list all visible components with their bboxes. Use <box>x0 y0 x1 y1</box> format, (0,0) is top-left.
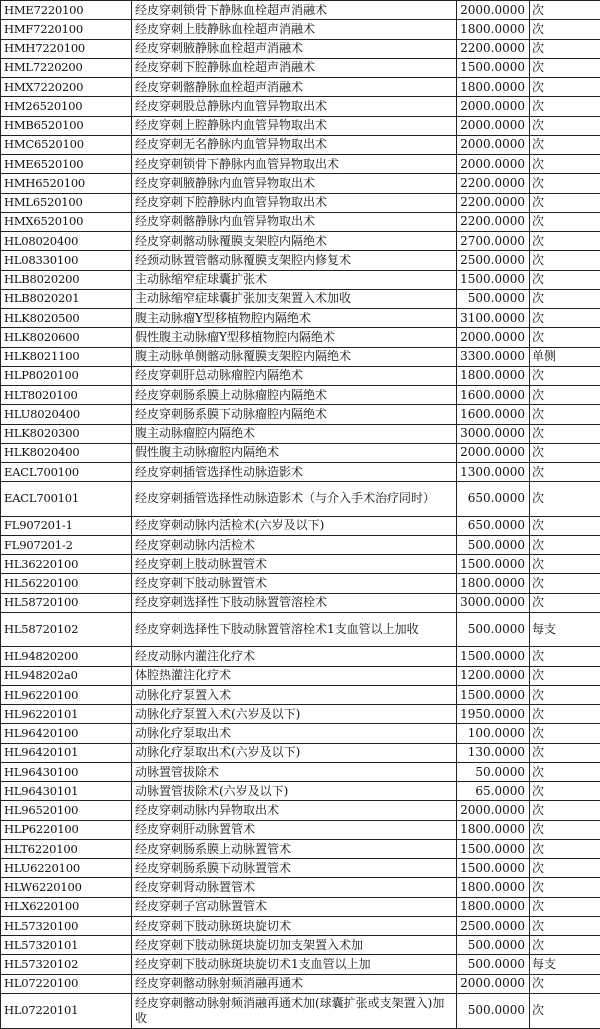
item-name: 经皮动脉内灌注化疗术 <box>132 647 457 666</box>
item-price: 2000.0000 <box>457 974 530 993</box>
table-row <box>1 347 600 366</box>
item-unit: 次 <box>530 328 600 347</box>
item-name: 经皮穿刺腋静脉血栓超声消融术 <box>132 39 457 58</box>
table-row <box>1 724 600 743</box>
item-code: HLK8021100 <box>1 347 132 366</box>
item-name: 经皮穿刺动脉内异物取出术 <box>132 801 457 820</box>
table-row <box>1 270 600 289</box>
item-price: 3000.0000 <box>457 593 530 612</box>
item-name: 经皮穿刺下肢动脉斑块旋切术 <box>132 916 457 935</box>
item-name: 经皮穿刺动脉内活检术(六岁及以下) <box>132 516 457 535</box>
item-unit: 次 <box>530 78 600 97</box>
item-price: 3300.0000 <box>457 347 530 366</box>
item-unit: 次 <box>530 386 600 405</box>
table-row <box>1 705 600 724</box>
item-unit: 次 <box>530 463 600 482</box>
table-row <box>1 974 600 993</box>
item-price: 130.0000 <box>457 743 530 762</box>
item-code: FL907201-2 <box>1 535 132 554</box>
item-unit: 次 <box>530 535 600 554</box>
item-unit: 次 <box>530 936 600 955</box>
item-unit: 次 <box>530 593 600 612</box>
item-name: 经皮穿刺上肢动脉置管术 <box>132 555 457 574</box>
item-price: 2200.0000 <box>457 174 530 193</box>
table-row <box>1 78 600 97</box>
item-name: 经皮穿刺髂动脉射频消融再通术加(球囊扩张或支架置入)加收 <box>132 993 457 1028</box>
item-unit: 次 <box>530 820 600 839</box>
item-code: EACL700101 <box>1 482 132 516</box>
item-name: 腹主动脉瘤腔内隔绝术 <box>132 424 457 443</box>
item-unit: 次 <box>530 685 600 704</box>
item-name: 经皮穿刺肠系膜上动脉瘤腔内隔绝术 <box>132 386 457 405</box>
item-unit: 次 <box>530 309 600 328</box>
item-price: 1500.0000 <box>457 555 530 574</box>
item-price: 1500.0000 <box>457 270 530 289</box>
item-code: HL08020400 <box>1 232 132 251</box>
item-unit: 次 <box>530 58 600 77</box>
item-name: 动脉化疗泵置入术(六岁及以下) <box>132 705 457 724</box>
item-price: 500.0000 <box>457 955 530 974</box>
table-row <box>1 916 600 935</box>
item-price: 1800.0000 <box>457 366 530 385</box>
item-code: HMH6520100 <box>1 174 132 193</box>
item-code: HML7220200 <box>1 58 132 77</box>
table-row <box>1 555 600 574</box>
item-unit: 次 <box>530 743 600 762</box>
item-unit: 次 <box>530 993 600 1028</box>
item-price: 2000.0000 <box>457 1 530 20</box>
table-row <box>1 839 600 858</box>
table-row <box>1 516 600 535</box>
item-unit: 次 <box>530 116 600 135</box>
item-name: 动脉化疗泵取出术 <box>132 724 457 743</box>
item-price: 1600.0000 <box>457 386 530 405</box>
table-row <box>1 155 600 174</box>
table-row <box>1 443 600 462</box>
item-name: 经皮穿刺髂动脉射频消融再通术 <box>132 974 457 993</box>
item-code: HMC6520100 <box>1 135 132 154</box>
item-code: HL57320100 <box>1 916 132 935</box>
item-name: 经皮穿刺动脉内活检术 <box>132 535 457 554</box>
item-unit: 每支 <box>530 955 600 974</box>
item-name: 动脉化疗泵置入术 <box>132 685 457 704</box>
item-price: 50.0000 <box>457 762 530 781</box>
item-unit: 次 <box>530 251 600 270</box>
item-price: 3000.0000 <box>457 424 530 443</box>
item-code: HMB6520100 <box>1 116 132 135</box>
item-code: HL94820200 <box>1 647 132 666</box>
item-price: 3100.0000 <box>457 309 530 328</box>
item-price: 1950.0000 <box>457 705 530 724</box>
item-code: HLT6220100 <box>1 839 132 858</box>
item-unit: 次 <box>530 212 600 231</box>
price-table-body <box>1 1 600 1029</box>
item-name: 经皮穿刺肠系膜下动脉瘤腔内隔绝术 <box>132 405 457 424</box>
item-unit: 次 <box>530 897 600 916</box>
table-row <box>1 859 600 878</box>
item-code: HM26520100 <box>1 97 132 116</box>
item-code: HL948202a0 <box>1 666 132 685</box>
table-row <box>1 993 600 1028</box>
item-name: 经皮穿刺选择性下肢动脉置管溶栓术 <box>132 593 457 612</box>
item-code: HL07220101 <box>1 993 132 1028</box>
item-unit: 次 <box>530 724 600 743</box>
item-unit: 次 <box>530 839 600 858</box>
item-code: HMX7220200 <box>1 78 132 97</box>
table-row <box>1 309 600 328</box>
item-price: 1800.0000 <box>457 820 530 839</box>
table-row <box>1 424 600 443</box>
item-unit: 次 <box>530 482 600 516</box>
table-row <box>1 647 600 666</box>
item-name: 经皮穿刺下腔静脉血栓超声消融术 <box>132 58 457 77</box>
item-price: 65.0000 <box>457 782 530 801</box>
table-row <box>1 612 600 646</box>
item-price: 2500.0000 <box>457 251 530 270</box>
item-name: 动脉置管拔除术(六岁及以下) <box>132 782 457 801</box>
table-row <box>1 405 600 424</box>
item-unit: 次 <box>530 366 600 385</box>
item-unit: 次 <box>530 155 600 174</box>
item-price: 2000.0000 <box>457 155 530 174</box>
item-code: HL96420101 <box>1 743 132 762</box>
item-price: 500.0000 <box>457 535 530 554</box>
item-name: 经皮穿刺肝动脉置管术 <box>132 820 457 839</box>
table-row <box>1 20 600 39</box>
item-price: 100.0000 <box>457 724 530 743</box>
item-price: 2000.0000 <box>457 801 530 820</box>
item-code: HLP8020100 <box>1 366 132 385</box>
item-code: HL96520100 <box>1 801 132 820</box>
item-name: 经皮穿刺髂静脉内血管异物取出术 <box>132 212 457 231</box>
item-code: HML6520100 <box>1 193 132 212</box>
item-name: 腹主动脉单侧髂动脉覆膜支架腔内隔绝术 <box>132 347 457 366</box>
item-code: HLW6220100 <box>1 878 132 897</box>
table-row <box>1 955 600 974</box>
item-code: HLX6220100 <box>1 897 132 916</box>
item-name: 体腔热灌注化疗术 <box>132 666 457 685</box>
item-name: 经皮穿刺子宫动脉置管术 <box>132 897 457 916</box>
item-name: 经皮穿刺锁骨下静脉血栓超声消融术 <box>132 1 457 20</box>
item-code: HLK8020600 <box>1 328 132 347</box>
item-code: HL56220100 <box>1 574 132 593</box>
item-name: 经皮穿刺肠系膜上动脉置管术 <box>132 839 457 858</box>
table-row <box>1 801 600 820</box>
item-name: 经皮穿刺选择性下肢动脉置管溶栓术1支血管以上加收 <box>132 612 457 646</box>
item-name: 经皮穿刺腋静脉内血管异物取出术 <box>132 174 457 193</box>
table-row <box>1 878 600 897</box>
table-row <box>1 762 600 781</box>
item-price: 1500.0000 <box>457 839 530 858</box>
item-unit: 次 <box>530 1 600 20</box>
item-code: HME6520100 <box>1 155 132 174</box>
item-unit: 单侧 <box>530 347 600 366</box>
item-code: HL96430101 <box>1 782 132 801</box>
item-code: HL58720100 <box>1 593 132 612</box>
item-price: 1200.0000 <box>457 666 530 685</box>
item-code: FL907201-1 <box>1 516 132 535</box>
item-name: 假性腹主动脉瘤Y型移植物腔内隔绝术 <box>132 328 457 347</box>
item-name: 腹主动脉瘤Y型移植物腔内隔绝术 <box>132 309 457 328</box>
item-unit: 次 <box>530 289 600 308</box>
item-price: 2500.0000 <box>457 916 530 935</box>
item-price: 500.0000 <box>457 936 530 955</box>
item-name: 经皮穿刺下肢动脉斑块旋切加支架置入术加 <box>132 936 457 955</box>
item-code: HL96220101 <box>1 705 132 724</box>
item-unit: 次 <box>530 174 600 193</box>
item-code: EACL700100 <box>1 463 132 482</box>
item-code: HL57320102 <box>1 955 132 974</box>
item-name: 经皮穿刺下肢动脉置管术 <box>132 574 457 593</box>
item-name: 主动脉缩窄症球囊扩张加支架置入术加收 <box>132 289 457 308</box>
item-code: HLB8020201 <box>1 289 132 308</box>
item-name: 经颈动脉置管髂动脉覆膜支架腔内修复术 <box>132 251 457 270</box>
item-unit: 次 <box>530 193 600 212</box>
item-price: 2200.0000 <box>457 39 530 58</box>
item-code: HLK8020300 <box>1 424 132 443</box>
item-unit: 次 <box>530 762 600 781</box>
table-row <box>1 193 600 212</box>
table-row <box>1 366 600 385</box>
item-name: 经皮穿刺下腔静脉内血管异物取出术 <box>132 193 457 212</box>
item-code: HLK8020400 <box>1 443 132 462</box>
item-code: HL07220100 <box>1 974 132 993</box>
item-price: 1600.0000 <box>457 405 530 424</box>
table-row <box>1 58 600 77</box>
item-code: HL36220100 <box>1 555 132 574</box>
table-row <box>1 535 600 554</box>
item-price: 500.0000 <box>457 612 530 646</box>
item-price: 1800.0000 <box>457 574 530 593</box>
item-price: 1800.0000 <box>457 20 530 39</box>
table-row <box>1 482 600 516</box>
item-name: 经皮穿刺插管选择性动脉造影术（与介入手术治疗同时） <box>132 482 457 516</box>
item-name: 经皮穿刺肾动脉置管术 <box>132 878 457 897</box>
item-price: 1500.0000 <box>457 859 530 878</box>
item-name: 主动脉缩窄症球囊扩张术 <box>132 270 457 289</box>
item-unit: 次 <box>530 39 600 58</box>
item-unit: 次 <box>530 270 600 289</box>
item-code: HLU8020400 <box>1 405 132 424</box>
item-price: 1300.0000 <box>457 463 530 482</box>
table-row <box>1 463 600 482</box>
table-row <box>1 782 600 801</box>
item-price: 2700.0000 <box>457 232 530 251</box>
item-code: HL57320101 <box>1 936 132 955</box>
item-name: 经皮穿刺无名静脉内血管异物取出术 <box>132 135 457 154</box>
item-price: 650.0000 <box>457 516 530 535</box>
item-code: HME7220100 <box>1 1 132 20</box>
table-row <box>1 574 600 593</box>
item-name: 经皮穿刺肝总动脉瘤腔内隔绝术 <box>132 366 457 385</box>
item-code: HLU6220100 <box>1 859 132 878</box>
table-row <box>1 135 600 154</box>
item-name: 经皮穿刺下肢动脉斑块旋切术1支血管以上加 <box>132 955 457 974</box>
item-unit: 次 <box>530 647 600 666</box>
item-unit: 次 <box>530 782 600 801</box>
item-unit: 次 <box>530 878 600 897</box>
item-price: 650.0000 <box>457 482 530 516</box>
item-price: 1800.0000 <box>457 878 530 897</box>
item-name: 经皮穿刺插管选择性动脉造影术 <box>132 463 457 482</box>
item-name: 假性腹主动脉瘤腔内隔绝术 <box>132 443 457 462</box>
table-row <box>1 936 600 955</box>
item-code: HMX6520100 <box>1 212 132 231</box>
table-row <box>1 174 600 193</box>
table-row <box>1 212 600 231</box>
item-unit: 次 <box>530 424 600 443</box>
item-price: 1500.0000 <box>457 647 530 666</box>
item-unit: 次 <box>530 574 600 593</box>
item-unit: 次 <box>530 705 600 724</box>
item-price: 1800.0000 <box>457 897 530 916</box>
item-price: 2200.0000 <box>457 193 530 212</box>
item-price: 2000.0000 <box>457 116 530 135</box>
table-row <box>1 593 600 612</box>
item-price: 500.0000 <box>457 993 530 1028</box>
item-name: 经皮穿刺股总静脉内血管异物取出术 <box>132 97 457 116</box>
item-unit: 次 <box>530 516 600 535</box>
table-row <box>1 386 600 405</box>
item-code: HMH7220100 <box>1 39 132 58</box>
item-unit: 每支 <box>530 612 600 646</box>
item-code: HL58720102 <box>1 612 132 646</box>
item-unit: 次 <box>530 974 600 993</box>
table-row <box>1 251 600 270</box>
item-unit: 次 <box>530 232 600 251</box>
item-code: HLB8020200 <box>1 270 132 289</box>
item-code: HL96430100 <box>1 762 132 781</box>
table-row <box>1 97 600 116</box>
item-unit: 次 <box>530 97 600 116</box>
table-row <box>1 743 600 762</box>
item-name: 经皮穿刺上肢静脉血栓超声消融术 <box>132 20 457 39</box>
item-code: HL96220100 <box>1 685 132 704</box>
item-unit: 次 <box>530 135 600 154</box>
item-code: HLK8020500 <box>1 309 132 328</box>
item-price: 2000.0000 <box>457 443 530 462</box>
item-unit: 次 <box>530 405 600 424</box>
item-unit: 次 <box>530 443 600 462</box>
table-row <box>1 666 600 685</box>
item-unit: 次 <box>530 916 600 935</box>
item-name: 经皮穿刺肠系膜下动脉置管术 <box>132 859 457 878</box>
item-code: HLP6220100 <box>1 820 132 839</box>
item-unit: 次 <box>530 801 600 820</box>
item-name: 经皮穿刺髂静脉血栓超声消融术 <box>132 78 457 97</box>
item-price: 2000.0000 <box>457 135 530 154</box>
table-row <box>1 116 600 135</box>
item-code: HL08330100 <box>1 251 132 270</box>
item-name: 动脉置管拔除术 <box>132 762 457 781</box>
item-price: 500.0000 <box>457 289 530 308</box>
item-name: 经皮穿刺髂动脉覆膜支架腔内隔绝术 <box>132 232 457 251</box>
table-row <box>1 39 600 58</box>
item-name: 经皮穿刺上腔静脉内血管异物取出术 <box>132 116 457 135</box>
item-price: 1800.0000 <box>457 78 530 97</box>
item-code: HL96420100 <box>1 724 132 743</box>
table-row <box>1 328 600 347</box>
item-price: 2000.0000 <box>457 97 530 116</box>
table-row <box>1 897 600 916</box>
table-row <box>1 289 600 308</box>
item-price: 1500.0000 <box>457 58 530 77</box>
item-price: 2000.0000 <box>457 328 530 347</box>
item-unit: 次 <box>530 20 600 39</box>
item-price: 1500.0000 <box>457 685 530 704</box>
item-unit: 次 <box>530 859 600 878</box>
item-name: 动脉化疗泵取出术(六岁及以下) <box>132 743 457 762</box>
table-row <box>1 685 600 704</box>
item-code: HMF7220100 <box>1 20 132 39</box>
item-unit: 次 <box>530 666 600 685</box>
item-code: HLT8020100 <box>1 386 132 405</box>
item-unit: 次 <box>530 555 600 574</box>
table-row <box>1 820 600 839</box>
table-row <box>1 232 600 251</box>
item-name: 经皮穿刺锁骨下静脉内血管异物取出术 <box>132 155 457 174</box>
table-row <box>1 1 600 20</box>
item-price: 2200.0000 <box>457 212 530 231</box>
